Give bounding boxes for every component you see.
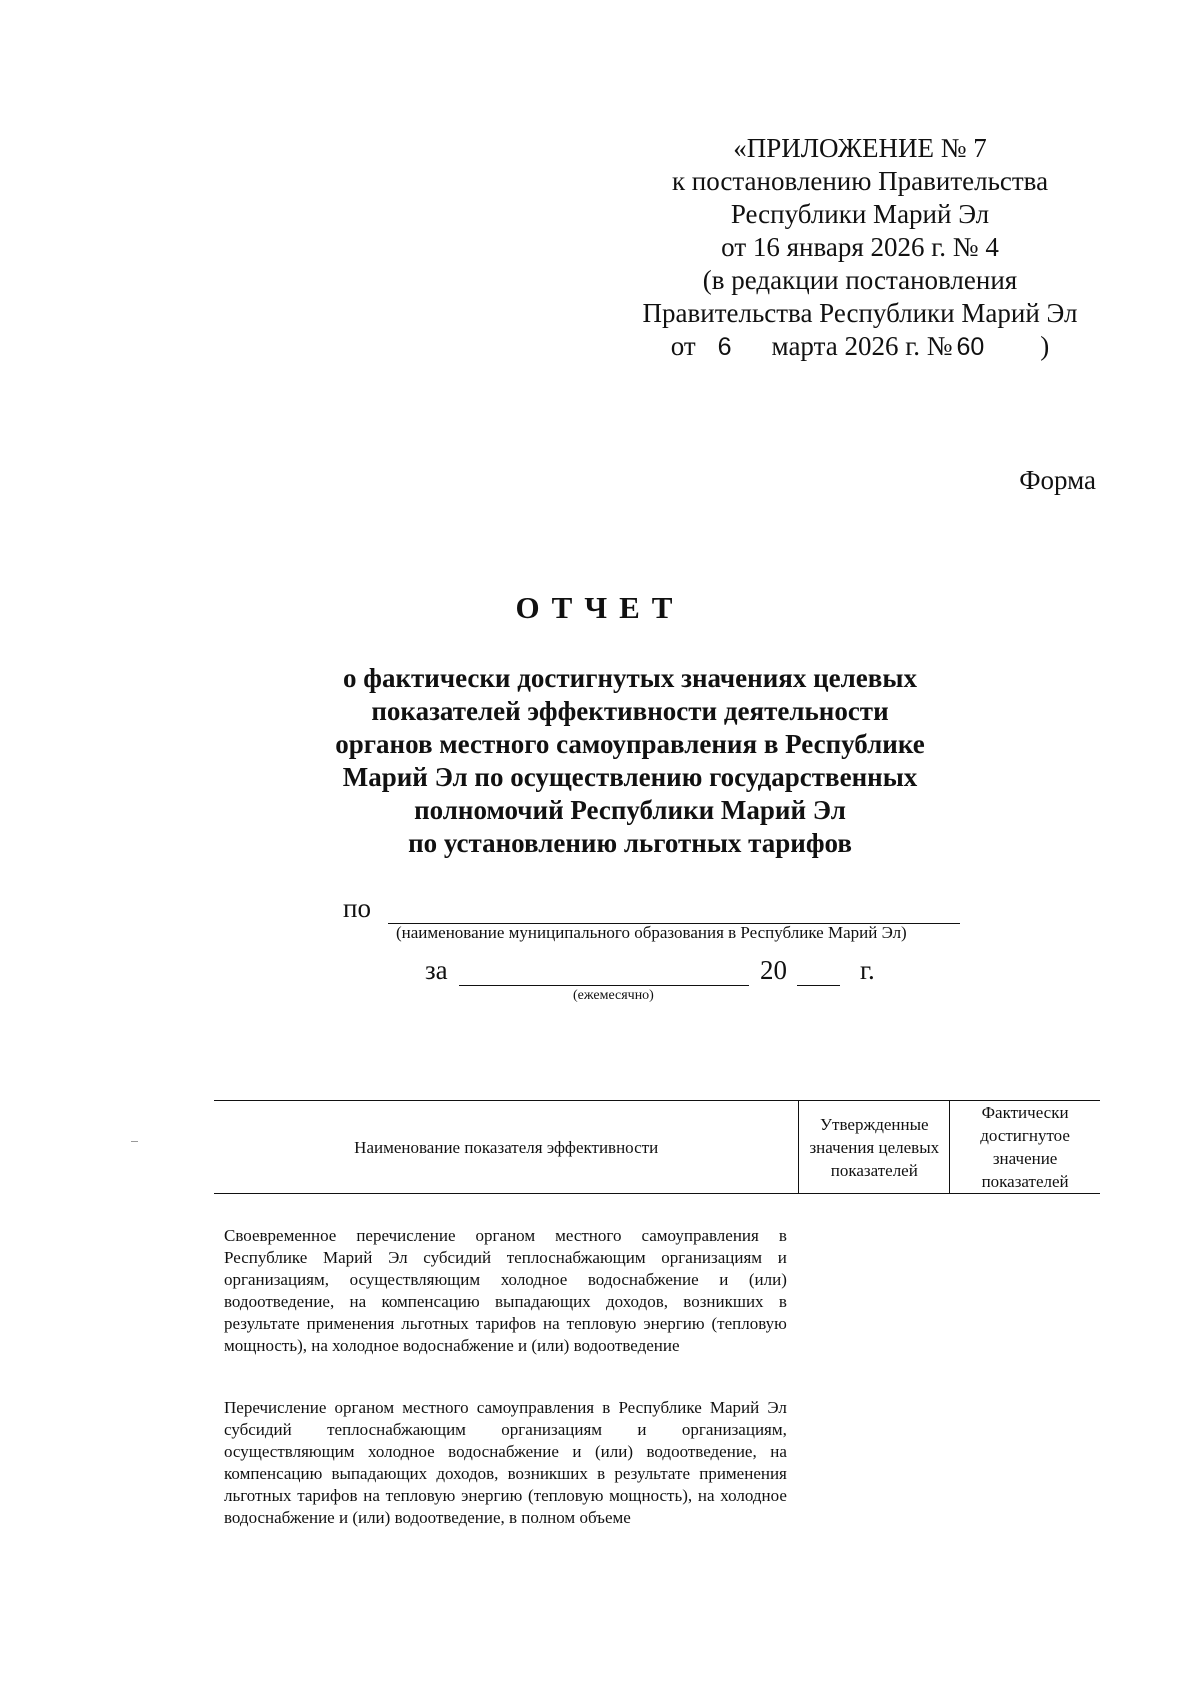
subtitle-line: о фактически достигнутых значениях целевых (343, 663, 917, 693)
table-row (214, 1357, 1100, 1529)
year-input-line[interactable] (797, 960, 840, 986)
indicator-cell: Перечисление органом местного самоуправления в Республике Марий Эл субсидий теплоснабжающим организациям и организациям, осуществляющим холодное водоснабжение и (или) водоотведение, на компенсацию выпадающих доходов, возникших в результате применения льготных тарифов на тепловую энергию (тепловую мощность), на холодное водоснабжение и (или) водоотведение, в полном объеме (224, 1398, 787, 1527)
indicators-table (214, 1100, 1100, 1529)
year-prefix: 20 (760, 955, 787, 985)
actual-value-cell[interactable] (950, 1194, 1100, 1358)
target-value-cell[interactable] (799, 1194, 950, 1358)
appendix-republic: Республики Марий Эл (730, 199, 990, 229)
edition-prefix: от (670, 331, 696, 361)
po-label: по (343, 893, 371, 923)
column-header-target: Утвержденные значения целевых показателей (799, 1101, 950, 1194)
form-label: Форма (1019, 465, 1096, 495)
period-caption: (ежемесячно) (573, 988, 654, 1003)
target-value-cell[interactable] (799, 1357, 950, 1529)
page-title: ОТЧЕТ (515, 590, 685, 625)
subtitle-line: Марий Эл по осуществлению государственных (342, 762, 918, 792)
indicator-cell: Своевременное перечисление органом местного самоуправления в Республике Марий Эл субсидий теплоснабжающим организациям и организациям, осуществляющим холодное водоснабжение и (или) водоотведение, на компенсацию выпадающих доходов, возникших в результате применения льготных тарифов на тепловую энергию (тепловую мощность), на холодное водоснабжение и (или) водоотведение (224, 1226, 787, 1355)
actual-value-cell[interactable] (950, 1357, 1100, 1529)
subtitle-line: по установлению льготных тарифов (408, 828, 852, 858)
report-subtitle (300, 662, 960, 860)
appendix-edition-date (610, 330, 1110, 364)
appendix-edition: (в редакции постановления (702, 265, 1018, 295)
table-row (214, 1194, 1100, 1358)
edition-day: 6 (717, 333, 732, 361)
za-label: за (425, 955, 448, 985)
subtitle-line: полномочий Республики Марий Эл (414, 795, 846, 825)
margin-mark (131, 1141, 138, 1142)
column-header-actual: Фактически достигнутое значение показателей (950, 1101, 1100, 1194)
subtitle-line: показателей эффективности деятельности (371, 696, 889, 726)
appendix-number: «ПРИЛОЖЕНИЕ № 7 (733, 133, 987, 163)
edition-close: ) (1040, 331, 1050, 361)
period-input-line[interactable] (459, 960, 749, 986)
appendix-block (610, 132, 1110, 364)
year-suffix: г. (860, 955, 875, 985)
appendix-government: Правительства Республики Марий Эл (642, 298, 1078, 328)
appendix-date: от 16 января 2026 г. № 4 (721, 232, 999, 262)
appendix-ref: к постановлению Правительства (671, 166, 1049, 196)
municipality-input-line[interactable] (388, 898, 960, 924)
table-header-row (214, 1101, 1100, 1194)
subtitle-line: органов местного самоуправления в Республике (335, 729, 925, 759)
edition-number: 60 (956, 333, 985, 361)
column-header-indicator: Наименование показателя эффективности (214, 1101, 799, 1194)
edition-month-year: марта 2026 г. № (771, 331, 953, 361)
municipality-caption: (наименование муниципального образования в Республике Марий Эл) (396, 923, 907, 942)
